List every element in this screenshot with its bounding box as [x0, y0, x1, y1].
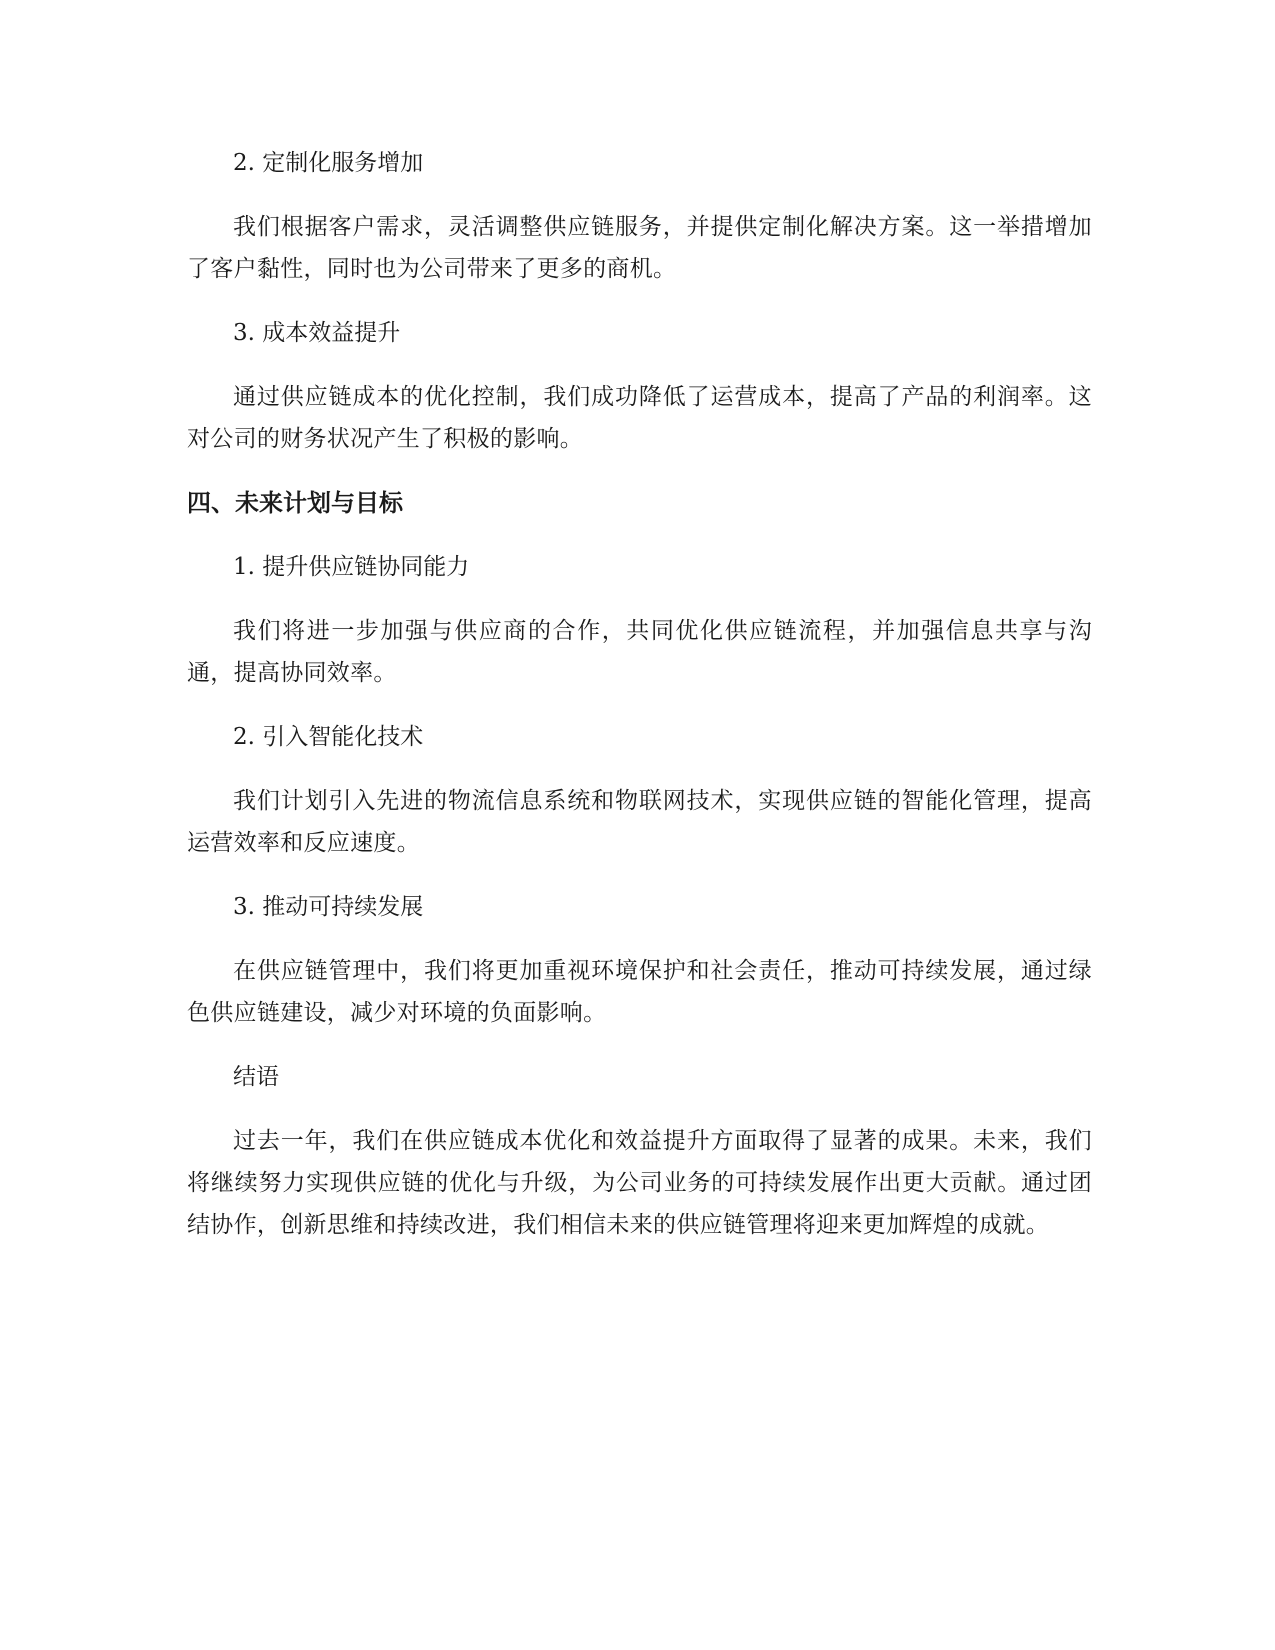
conclusion-paragraph: 过去一年，我们在供应链成本优化和效益提升方面取得了显著的成果。未来，我们将继续努力实现供应链的优化与升级，为公司业务的可持续发展作出更大贡献。通过团结协作，创新思维和持续改进，我们相信未来的供应链管理将迎来更加辉煌的成就。 — [187, 1128, 1092, 1238]
paragraph-sustainability: 在供应链管理中，我们将更加重视环境保护和社会责任，推动可持续发展，通过绿色供应链建设，减少对环境的负面影响。 — [187, 958, 1092, 1026]
subheading-intelligent-tech: 2. 引入智能化技术 — [233, 724, 424, 750]
document-body — [187, 142, 1092, 1246]
subheading-sustainability: 3. 推动可持续发展 — [233, 894, 424, 920]
paragraph-customization: 我们根据客户需求，灵活调整供应链服务，并提供定制化解决方案。这一举措增加了客户黏性，同时也为公司带来了更多的商机。 — [187, 214, 1092, 282]
paragraph-cost-benefit: 通过供应链成本的优化控制，我们成功降低了运营成本，提高了产品的利润率。这对公司的财务状况产生了积极的影响。 — [187, 384, 1092, 452]
paragraph-intelligent-tech: 我们计划引入先进的物流信息系统和物联网技术，实现供应链的智能化管理，提高运营效率和反应速度。 — [187, 788, 1092, 856]
subheading-cost-benefit: 3. 成本效益提升 — [233, 320, 401, 346]
subheading-collaboration: 1. 提升供应链协同能力 — [233, 554, 470, 580]
section-heading-future: 四、未来计划与目标 — [187, 489, 403, 517]
conclusion-heading: 结语 — [233, 1064, 279, 1090]
subheading-customization: 2. 定制化服务增加 — [233, 150, 424, 176]
paragraph-collaboration: 我们将进一步加强与供应商的合作，共同优化供应链流程，并加强信息共享与沟通，提高协同效率。 — [187, 618, 1092, 686]
